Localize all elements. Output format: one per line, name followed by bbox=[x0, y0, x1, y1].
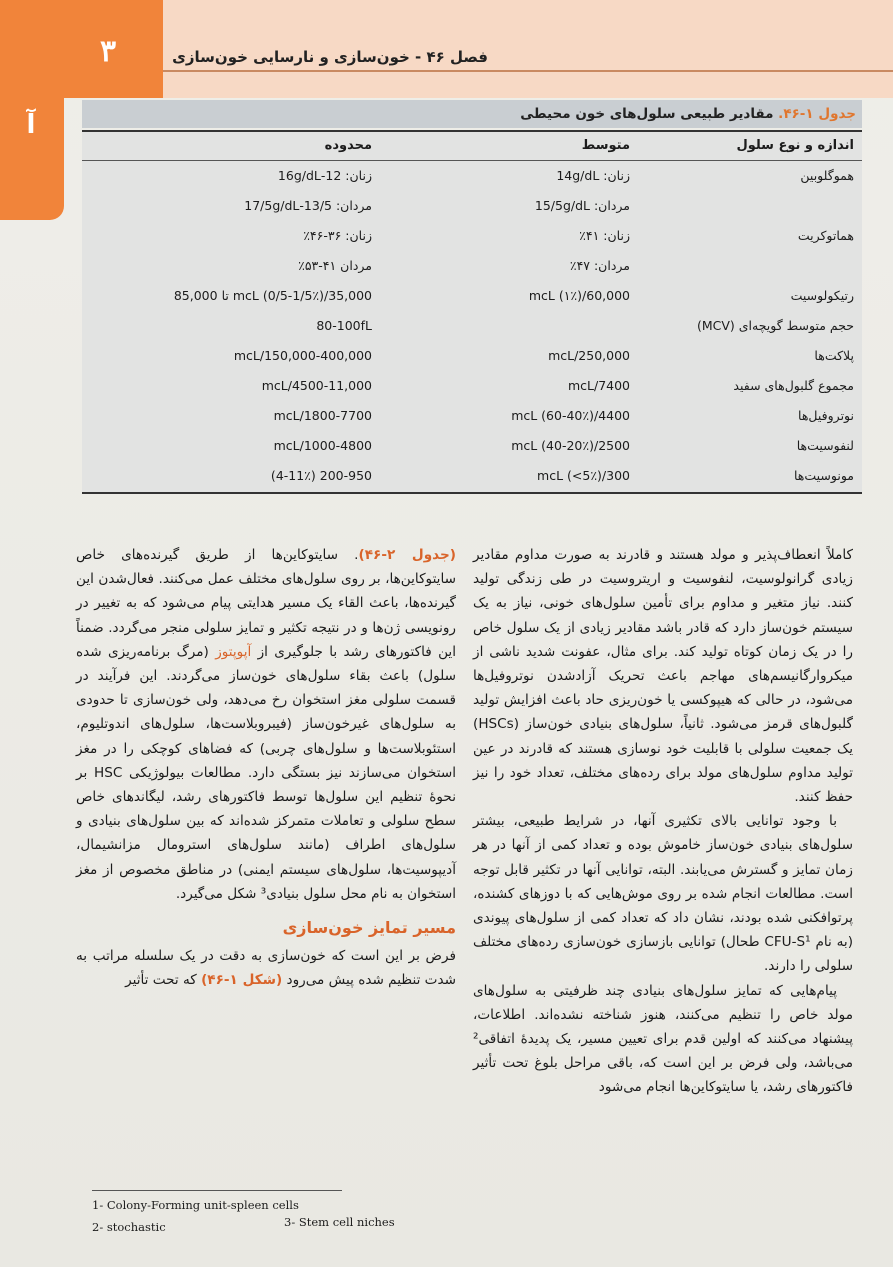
row-label: هموگلوبین bbox=[800, 168, 854, 183]
row-label: رتیکولوسیت bbox=[790, 288, 854, 303]
row-range: زنان: 12-16g/dL bbox=[277, 168, 372, 183]
row-label: هماتوکریت bbox=[797, 228, 854, 243]
row-range: 200-950 (4-11٪) bbox=[270, 468, 372, 483]
row-label: مونوسیت‌ها bbox=[793, 468, 854, 483]
header-label: اندازه و نوع سلول bbox=[736, 138, 854, 153]
table-row bbox=[82, 343, 862, 369]
paragraph: کاملاً انعطاف‌پذیر و مولد هستند و قادرند به صورت مداوم مقادیر زیادی گرانولوسیت، لنفوسیت و اریتروسیت در طی زندگی تولید کنند. نیاز متغیر و مداوم برای تأمین سلول‌های خونی، نیاز به یک سیستم خون‌ساز دارد که قادر باشد مقادیر زیادی از یک سلول خاص را در یک زمان کوتاه تولید کند. برای مثال، عفونت شدید ناشی از میکروارگانیسم‌های مهاجم باعث تحریک آزادشدن نوتروفیل‌ها می‌شود، در حالی که هیپوکسی یا خون‌ریزی حاد باعث افزایش تولید گلبول‌های قرمز می‌شود. ثانیاً، سلول‌های بنیادی خون‌ساز (HSCs) یک جمعیت سلولی با قابلیت خود نوسازی هستند که قادرند در عین تولید مداوم سلول‌های مولد برای رده‌های مختلف، تعداد خود را نیز حفظ کنند. bbox=[473, 547, 853, 806]
table-header-row bbox=[82, 132, 862, 161]
header-range: محدوده bbox=[324, 138, 372, 153]
table-body bbox=[82, 130, 862, 494]
row-range: زنان: ۳۶-۴۶٪ bbox=[303, 228, 372, 243]
footnote: 2- stochastic bbox=[92, 1220, 166, 1234]
row-label: پلاکت‌ها bbox=[814, 348, 854, 363]
row-avg: 250,000/mcL bbox=[548, 348, 630, 363]
paragraph bbox=[76, 944, 456, 992]
row-label: حجم متوسط گویچه‌ای (MCV) bbox=[696, 318, 854, 333]
right-text-column bbox=[473, 543, 853, 1100]
table-row bbox=[82, 463, 862, 489]
footnote-divider bbox=[92, 1190, 342, 1191]
table-row bbox=[82, 193, 862, 219]
row-range: مردان: 13/5-17/5g/dL bbox=[244, 198, 372, 213]
table-row bbox=[82, 403, 862, 429]
figure-reference: (شکل ۱-۴۶) bbox=[201, 972, 283, 989]
left-text-column bbox=[76, 543, 456, 993]
row-range: 150,000-400,000/mcL bbox=[233, 348, 372, 363]
row-avg: 4400/mcL (60-40٪) bbox=[511, 408, 630, 423]
paragraph: پیام‌هایی که تمایز سلول‌های بنیادی چند ظرفیتی به سلول‌های مولد خاص را تنظیم می‌کنند، هنوز شناخته نشده‌اند. اطلاعات، پیشنهاد می‌کنند که اولین قدم برای تعیین مسیر، یک پدیدهٔ اتفاقی² می‌باشد، ولی فرض بر این است که، باقی مراحل بلوغ تحت تأثیر فاکتورهای رشد، یا سایتوکاین‌ها انجام می‌شود bbox=[473, 982, 853, 1096]
row-avg: زنان: 14g/dL bbox=[556, 168, 630, 183]
highlighted-term: آپوپتوز bbox=[215, 643, 252, 660]
paragraph: با وجود توانایی بالای تکثیری آنها، در شرایط طبیعی، بیشتر سلول‌های بنیادی خون‌ساز خاموش بوده و تعداد کمی از آنها در هر زمان تمایز و گسترش می‌یابند. البته، توانایی آنها در تکثیر قابل توجه است. مطالعات انجام شده بر روی موش‌هایی که با دوزهای کشنده، پرتوافکنی شده بودند، نشان داد که تعداد کمی از سلول‌های پیوندی (به نام CFU-S¹ طحال) توانایی بازسازی خون‌سازی رده‌های مختلف سلولی را دارند. bbox=[473, 813, 853, 975]
table-reference: (جدول ۲-۴۶) bbox=[358, 547, 457, 563]
chapter-title: فصل ۴۶ - خون‌سازی و نارسایی خون‌سازی bbox=[172, 48, 488, 66]
row-range: 35,000/mcL (0/5-1/5٪) تا 85,000 bbox=[173, 288, 372, 303]
row-range: مردان ۴۱-۵۳٪ bbox=[298, 258, 372, 273]
footnote: 3- Stem cell niches bbox=[284, 1215, 395, 1229]
row-range: 1800-7700/mcL bbox=[273, 408, 372, 423]
table-caption-label: جدول ۱-۴۶. bbox=[778, 106, 856, 122]
row-avg: مردان: 15/5g/dL bbox=[534, 198, 630, 213]
table-row bbox=[82, 283, 862, 309]
header-divider bbox=[163, 70, 893, 72]
section-side-mark: آ bbox=[26, 110, 36, 140]
orange-corner-tab bbox=[0, 0, 163, 98]
row-range: 4500-11,000/mcL bbox=[261, 378, 372, 393]
blood-values-table bbox=[82, 100, 862, 492]
table-row bbox=[82, 223, 862, 249]
paragraph-text: که تحت تأثیر bbox=[125, 972, 202, 989]
row-label: مجموع گلبول‌های سفید bbox=[733, 378, 854, 393]
paragraph-text: (مرگ برنامه‌ریزی شده سلول) باعث بقاء سلول‌های خون‌ساز می‌گردند. این فرآیند در قسمت سلولی مغز استخوان رخ می‌دهد، ولی خون‌سازی تا حدودی به سلول‌های غیرخون‌ساز (فیبروبلاست‌ها، سلول‌های اندوتلیوم، استئوبلاست‌ها و سلول‌های چربی) که فضاهای کوچکی را در مغز استخوان می‌سازند نیز بستگی دارد. مطالعات بیولوژیکی HSC بر نحوهٔ تنظیم این سلول‌ها توسط فاکتورهای رشد، لیگاندهای خاص سطح سلولی و تعاملات متمرکز شده‌اند که بین سلول‌های بنیادی و سلول‌های اطراف (مانند سلول‌های استرومال مزانشیمال، آدیپوسیت‌ها، سلول‌های سیستم ایمنی) در مناطق مخصوص از مغز استخوان به نام محل سلول بنیادی³ شکل می‌گیرد. bbox=[76, 643, 456, 902]
row-avg: زنان: ۴۱٪ bbox=[579, 228, 630, 243]
section-heading: مسیر تمایز خون‌سازی bbox=[282, 918, 456, 938]
paragraph bbox=[76, 543, 456, 906]
row-label: نوتروفیل‌ها bbox=[798, 408, 854, 423]
footnote: 1- Colony-Forming unit-spleen cells bbox=[92, 1198, 299, 1212]
table-row bbox=[82, 433, 862, 459]
row-avg: 2500/mcL (40-20٪) bbox=[511, 438, 630, 453]
row-avg: 60,000/mcL (۱٪) bbox=[528, 288, 630, 303]
table-caption bbox=[82, 100, 862, 128]
row-label: لنفوسیت‌ها bbox=[796, 438, 854, 453]
table-row bbox=[82, 313, 862, 339]
page-number: ۳ bbox=[99, 34, 117, 69]
table-caption-text: مقادیر طبیعی سلول‌های خون محیطی bbox=[520, 106, 779, 122]
row-avg: مردان: ۴۷٪ bbox=[569, 258, 630, 273]
table-row bbox=[82, 163, 862, 189]
row-range: 80-100fL bbox=[316, 318, 372, 333]
row-avg: 7400/mcL bbox=[567, 378, 630, 393]
paragraph-text: فرض بر این است که خون‌سازی به دقت در یک سلسله مراتب به شدت تنظیم شده پیش می‌رود bbox=[76, 948, 456, 989]
row-range: 1000-4800/mcL bbox=[273, 438, 372, 453]
header-avg: متوسط bbox=[581, 138, 630, 153]
row-avg: 300/mcL (<5٪) bbox=[537, 468, 630, 483]
table-row bbox=[82, 373, 862, 399]
table-row bbox=[82, 253, 862, 279]
paragraph-text: . سایتوکاین‌ها از طریق گیرنده‌های خاص سایتوکاین‌ها، بر روی سلول‌های مختلف عمل می‌کنند. فعال‌شدن این گیرنده‌ها، باعث القاء یک مسیر هدایتی پیام می‌شود که به تغییر در رونویسی ژن‌ها و در نتیجه تکثیر و تمایز سلولی منجر می‌گردد. ضمناً این فاکتورهای رشد با جلوگیری از bbox=[76, 547, 456, 660]
